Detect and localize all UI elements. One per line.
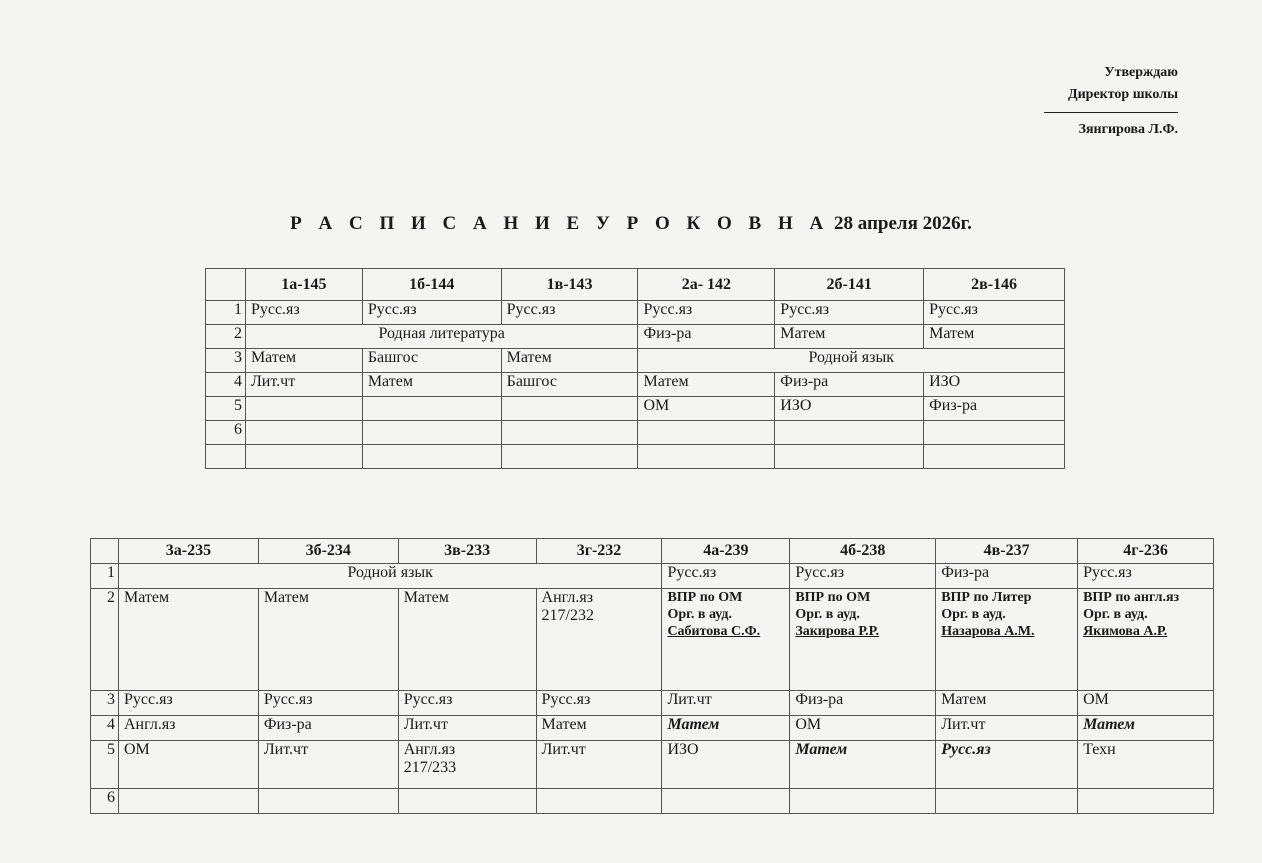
header-class: 3г-232 (536, 539, 662, 564)
vpr-subject: ВПР по Литер (941, 590, 1032, 605)
lesson-cell: Матем (245, 349, 362, 373)
lesson-cell-merged: Родная литература (245, 325, 638, 349)
vpr-org: Орг. в ауд. (795, 607, 860, 622)
lesson-cell (790, 789, 936, 814)
lesson-cell: Русс.яз (662, 564, 790, 589)
lesson-cell: Русс.яз (245, 301, 362, 325)
lesson-cell: Русс.яз (936, 741, 1078, 789)
lesson-cell: Матем (775, 325, 924, 349)
lesson-cell (775, 421, 924, 445)
lesson-cell (501, 421, 638, 445)
lesson-number (206, 445, 246, 469)
lesson-cell: Лит.чт (936, 716, 1078, 741)
vpr-teacher: Закирова Р.Р. (795, 624, 879, 639)
lesson-cell-merged: Родной язык (118, 564, 661, 589)
lesson-cell: Физ-ра (924, 397, 1065, 421)
lesson-cell: Лит.чт (245, 373, 362, 397)
header-class: 1в-143 (501, 269, 638, 301)
lesson-cell: Физ-ра (775, 373, 924, 397)
header-blank (206, 269, 246, 301)
lesson-cell: Русс.яз (118, 691, 258, 716)
table-row (206, 421, 1065, 445)
approval-block (1044, 62, 1178, 141)
lesson-cell (775, 445, 924, 469)
lesson-cell (245, 421, 362, 445)
lesson-cell (662, 789, 790, 814)
lesson-cell: ИЗО (924, 373, 1065, 397)
header-class: 2б-141 (775, 269, 924, 301)
lesson-cell: Лит.чт (398, 716, 536, 741)
lesson-cell: Матем (924, 325, 1065, 349)
header-class: 3в-233 (398, 539, 536, 564)
lesson-number: 5 (206, 397, 246, 421)
lesson-cell: Лит.чт (662, 691, 790, 716)
lesson-cell: Матем (790, 741, 936, 789)
lesson-cell: ОМ (118, 741, 258, 789)
vpr-org: Орг. в ауд. (941, 607, 1006, 622)
vpr-teacher: Сабитова С.Ф. (667, 624, 761, 639)
lesson-number: 5 (91, 741, 119, 789)
lesson-cell: ИЗО (662, 741, 790, 789)
table-row (91, 589, 1214, 691)
vpr-teacher: Назарова А.М. (941, 624, 1035, 639)
lesson-cell: Русс.яз (1078, 564, 1214, 589)
lesson-cell: ОМ (638, 397, 775, 421)
lesson-cell: Матем (398, 589, 536, 691)
lesson-number: 3 (206, 349, 246, 373)
table-row (91, 789, 1214, 814)
lesson-cell-merged: Родной язык (638, 349, 1065, 373)
lesson-cell: Техн (1078, 741, 1214, 789)
lesson-cell: Лит.чт (536, 741, 662, 789)
vpr-org: Орг. в ауд. (1083, 607, 1148, 622)
lesson-cell: Русс.яз (362, 301, 501, 325)
header-class: 3а-235 (118, 539, 258, 564)
lesson-line: Англ.яз (403, 741, 456, 758)
lesson-cell: Русс.яз (775, 301, 924, 325)
lesson-cell (638, 421, 775, 445)
lesson-cell (924, 445, 1065, 469)
approval-line2: Директор школы (1067, 87, 1178, 102)
table-row (91, 564, 1214, 589)
vpr-org: Орг. в ауд. (667, 607, 732, 622)
lesson-cell (245, 397, 362, 421)
lesson-cell: Лит.чт (258, 741, 398, 789)
vpr-cell (662, 589, 790, 691)
lesson-number: 6 (206, 421, 246, 445)
lesson-cell (501, 445, 638, 469)
lesson-cell: Матем (118, 589, 258, 691)
lesson-cell (245, 445, 362, 469)
header-class: 1а-145 (245, 269, 362, 301)
header-class: 2а- 142 (638, 269, 775, 301)
table-row (206, 301, 1065, 325)
lesson-cell: Матем (1078, 716, 1214, 741)
table-row (91, 691, 1214, 716)
director-name: Зянгирова Л.Ф. (1078, 122, 1178, 137)
room-line: 217/232 (541, 607, 594, 624)
lesson-cell: Матем (362, 373, 501, 397)
header-class: 4а-239 (662, 539, 790, 564)
title-spaced: Р А С П И С А Н И Е У Р О К О В Н А (290, 213, 830, 234)
lesson-cell: Русс.яз (536, 691, 662, 716)
lesson-number: 1 (206, 301, 246, 325)
lesson-cell: ОМ (790, 716, 936, 741)
lesson-cell: Башгос (362, 349, 501, 373)
lesson-line: Англ.яз (541, 589, 594, 606)
lesson-cell: Физ-ра (790, 691, 936, 716)
lesson-cell: Башгос (501, 373, 638, 397)
lesson-cell (638, 445, 775, 469)
lesson-cell: Матем (501, 349, 638, 373)
lesson-cell (362, 397, 501, 421)
lesson-number: 6 (91, 789, 119, 814)
header-class: 1б-144 (362, 269, 501, 301)
lesson-cell: Физ-ра (638, 325, 775, 349)
lesson-cell (936, 789, 1078, 814)
signature-line (1044, 112, 1178, 113)
lesson-cell: Русс.яз (638, 301, 775, 325)
schedule-table-grades-3-4 (90, 538, 1214, 814)
lesson-cell (1078, 789, 1214, 814)
title-date: 28 апреля 2026г. (833, 213, 972, 234)
vpr-teacher: Якимова А.Р. (1083, 624, 1168, 639)
vpr-subject: ВПР по англ.яз (1083, 590, 1180, 605)
lesson-cell: Русс.яз (501, 301, 638, 325)
lesson-cell (536, 789, 662, 814)
lesson-cell: Англ.яз (118, 716, 258, 741)
lesson-cell: Физ-ра (936, 564, 1078, 589)
vpr-cell (936, 589, 1078, 691)
lesson-cell (118, 789, 258, 814)
vpr-subject: ВПР по ОМ (795, 590, 871, 605)
table-row (206, 349, 1065, 373)
vpr-subject: ВПР по ОМ (667, 590, 743, 605)
lesson-cell: Матем (936, 691, 1078, 716)
lesson-cell (398, 741, 536, 789)
lesson-cell: Матем (638, 373, 775, 397)
lesson-cell (258, 789, 398, 814)
lesson-cell (362, 421, 501, 445)
lesson-cell: Физ-ра (258, 716, 398, 741)
lesson-cell (924, 421, 1065, 445)
lesson-number: 4 (91, 716, 119, 741)
lesson-cell: Русс.яз (398, 691, 536, 716)
table-row (206, 373, 1065, 397)
table-row (91, 741, 1214, 789)
lesson-cell (362, 445, 501, 469)
lesson-cell: ОМ (1078, 691, 1214, 716)
header-class: 4б-238 (790, 539, 936, 564)
table-row (206, 397, 1065, 421)
lesson-cell: Матем (662, 716, 790, 741)
table-header-row (206, 269, 1065, 301)
lesson-cell: Матем (536, 716, 662, 741)
header-class: 4г-236 (1078, 539, 1214, 564)
table-row (206, 325, 1065, 349)
table-row (206, 445, 1065, 469)
lesson-number: 2 (206, 325, 246, 349)
header-class: 2в-146 (924, 269, 1065, 301)
room-line: 217/233 (403, 759, 457, 776)
lesson-number: 2 (91, 589, 119, 691)
approval-line1: Утверждаю (1104, 65, 1178, 80)
lesson-number: 1 (91, 564, 119, 589)
lesson-cell: Русс.яз (924, 301, 1065, 325)
lesson-cell (536, 589, 662, 691)
lesson-cell: Русс.яз (790, 564, 936, 589)
lesson-cell: ИЗО (775, 397, 924, 421)
lesson-cell: Матем (258, 589, 398, 691)
header-blank (91, 539, 119, 564)
lesson-cell (398, 789, 536, 814)
page-title (0, 213, 1262, 235)
lesson-cell (501, 397, 638, 421)
schedule-table-grades-1-2 (205, 268, 1065, 469)
table-header-row (91, 539, 1214, 564)
vpr-cell (1078, 589, 1214, 691)
table-row (91, 716, 1214, 741)
header-class: 3б-234 (258, 539, 398, 564)
vpr-cell (790, 589, 936, 691)
header-class: 4в-237 (936, 539, 1078, 564)
lesson-number: 4 (206, 373, 246, 397)
lesson-cell: Русс.яз (258, 691, 398, 716)
lesson-number: 3 (91, 691, 119, 716)
